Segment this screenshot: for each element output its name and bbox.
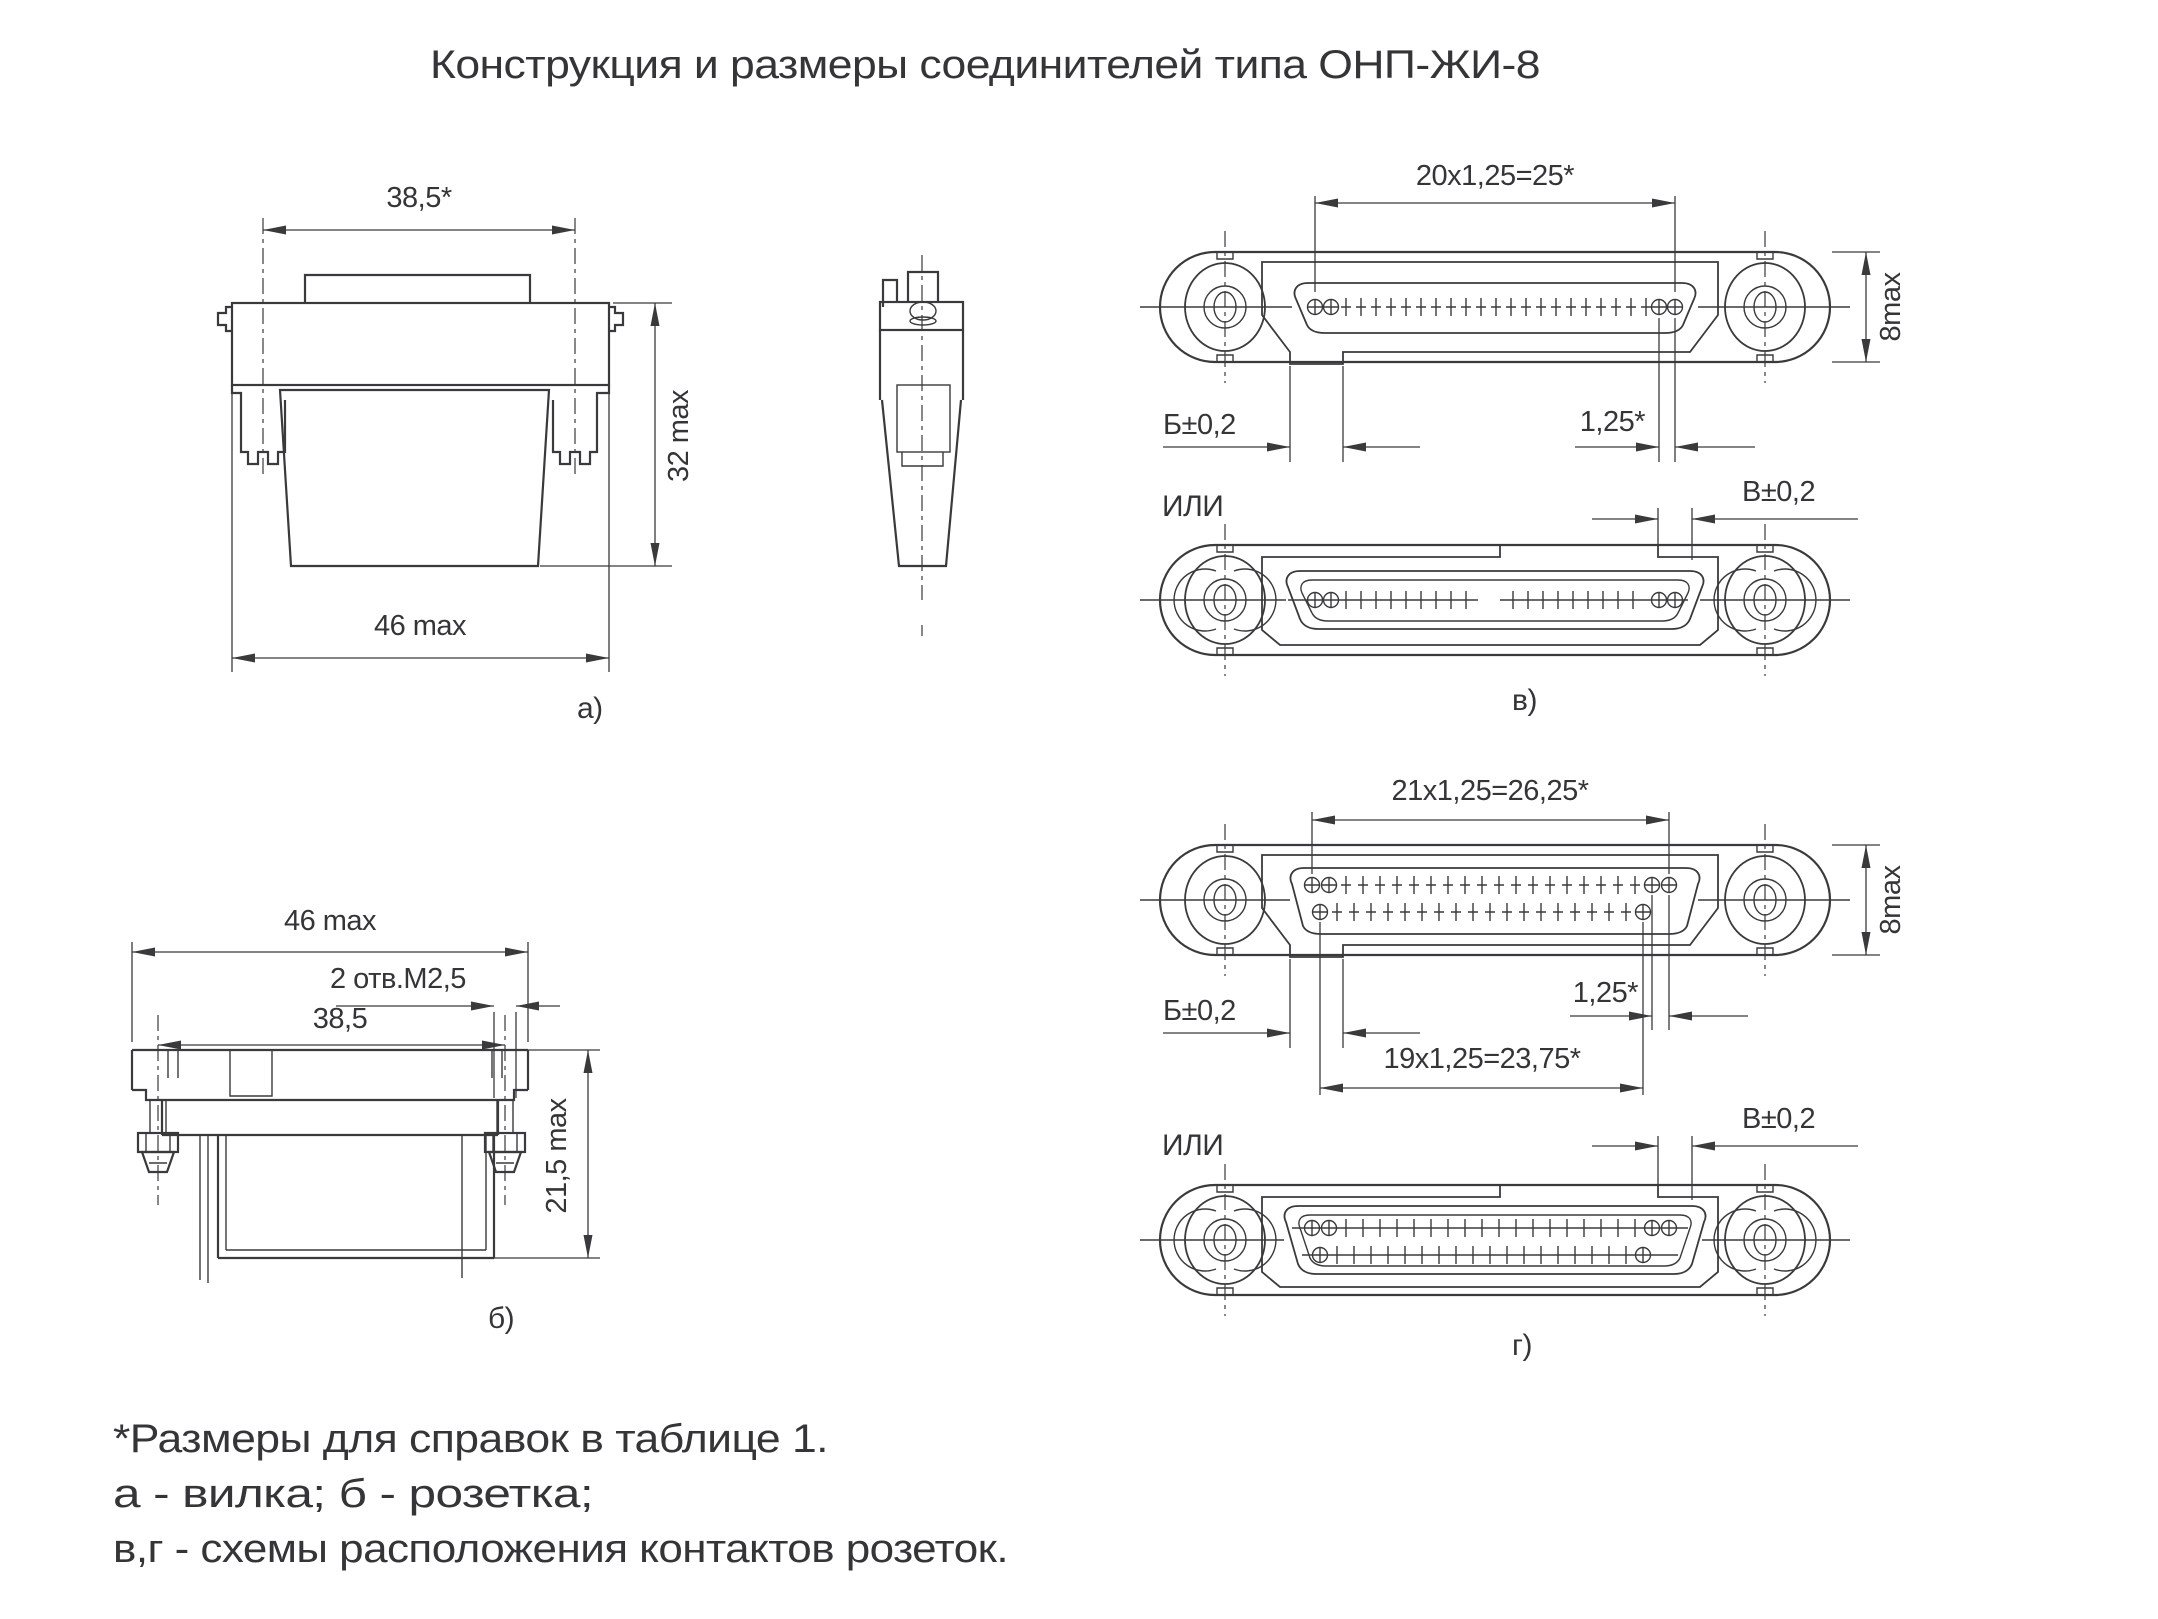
plug-flange <box>232 303 609 385</box>
socket-shell <box>218 1135 494 1258</box>
page-title: Конструкция и размеры соединителей типа ОНП-ЖИ-8 <box>430 43 1540 87</box>
dim-g-row-bottom: 19x1,25=23,75* <box>1383 1043 1581 1075</box>
view-b-label: б) <box>488 1302 515 1335</box>
dim-g-pitch: 1,25* <box>1572 977 1638 1009</box>
socket-flange <box>132 1050 528 1100</box>
dim-v-pitch: 1,25* <box>1579 406 1645 438</box>
v2-contact-row <box>1288 591 1688 609</box>
plug-cover-outline <box>305 275 530 303</box>
mounting-ears <box>1174 231 1816 1316</box>
dim-v-v: В±0,2 <box>1742 476 1816 508</box>
view-g-contact-scheme <box>1140 775 1907 1362</box>
g2-shell <box>1285 1206 1706 1274</box>
dim-a-height: 32 max <box>663 389 695 483</box>
plug-centerlines <box>263 218 575 478</box>
dim-b-height: 21,5 max <box>541 1098 573 1214</box>
dim-b-width: 46 max <box>283 905 377 937</box>
v-or-label: ИЛИ <box>1162 490 1224 523</box>
note-line-3: в,г - схемы расположения контактов розеток. <box>113 1527 1008 1571</box>
g-or-label: ИЛИ <box>1162 1129 1224 1162</box>
g2-contact-row-top <box>1292 1219 1688 1237</box>
dim-b-holes: 2 отв.М2,5 <box>330 963 466 995</box>
view-a-plug-front <box>218 182 695 725</box>
dim-a-width-top: 38,5* <box>386 182 452 214</box>
v1-shell <box>1295 283 1696 333</box>
g1-shell <box>1291 868 1700 934</box>
socket-flange-cutout <box>230 1050 272 1096</box>
note-line-1: *Размеры для справок в таблице 1. <box>113 1417 828 1461</box>
view-b-socket <box>132 905 600 1335</box>
dim-v-row: 20x1,25=25* <box>1415 160 1575 192</box>
view-g-label: г) <box>1512 1329 1532 1362</box>
view-v-label: в) <box>1512 684 1537 717</box>
dim-g-key: Б±0,2 <box>1163 995 1236 1027</box>
dim-g-row-top: 21x1,25=26,25* <box>1391 775 1589 807</box>
dim-v-key: Б±0,2 <box>1163 409 1236 441</box>
g1-contact-row-top <box>1305 876 1677 894</box>
footnotes <box>113 1417 1008 1571</box>
dim-v-height: 8max <box>1875 272 1907 342</box>
plug-latch-right <box>609 307 623 331</box>
socket-pins <box>200 1135 462 1283</box>
view-a-label: а) <box>577 692 603 725</box>
g1-contact-row-bottom <box>1313 903 1651 921</box>
socket-body <box>162 1100 498 1135</box>
dim-a-width-bottom: 46 max <box>373 610 467 642</box>
v1-contact-row <box>1308 298 1683 316</box>
plug-latch-left <box>218 307 232 331</box>
dim-b-pitch-width: 38,5 <box>312 1003 368 1035</box>
note-line-2: а - вилка; б - розетка; <box>113 1472 593 1516</box>
g2-contact-row-bottom <box>1302 1246 1678 1264</box>
dim-g-v: В±0,2 <box>1742 1103 1816 1135</box>
plug-wedge-body <box>280 390 549 566</box>
view-a-plug-side <box>880 255 963 636</box>
dim-g-height: 8max <box>1875 865 1907 935</box>
